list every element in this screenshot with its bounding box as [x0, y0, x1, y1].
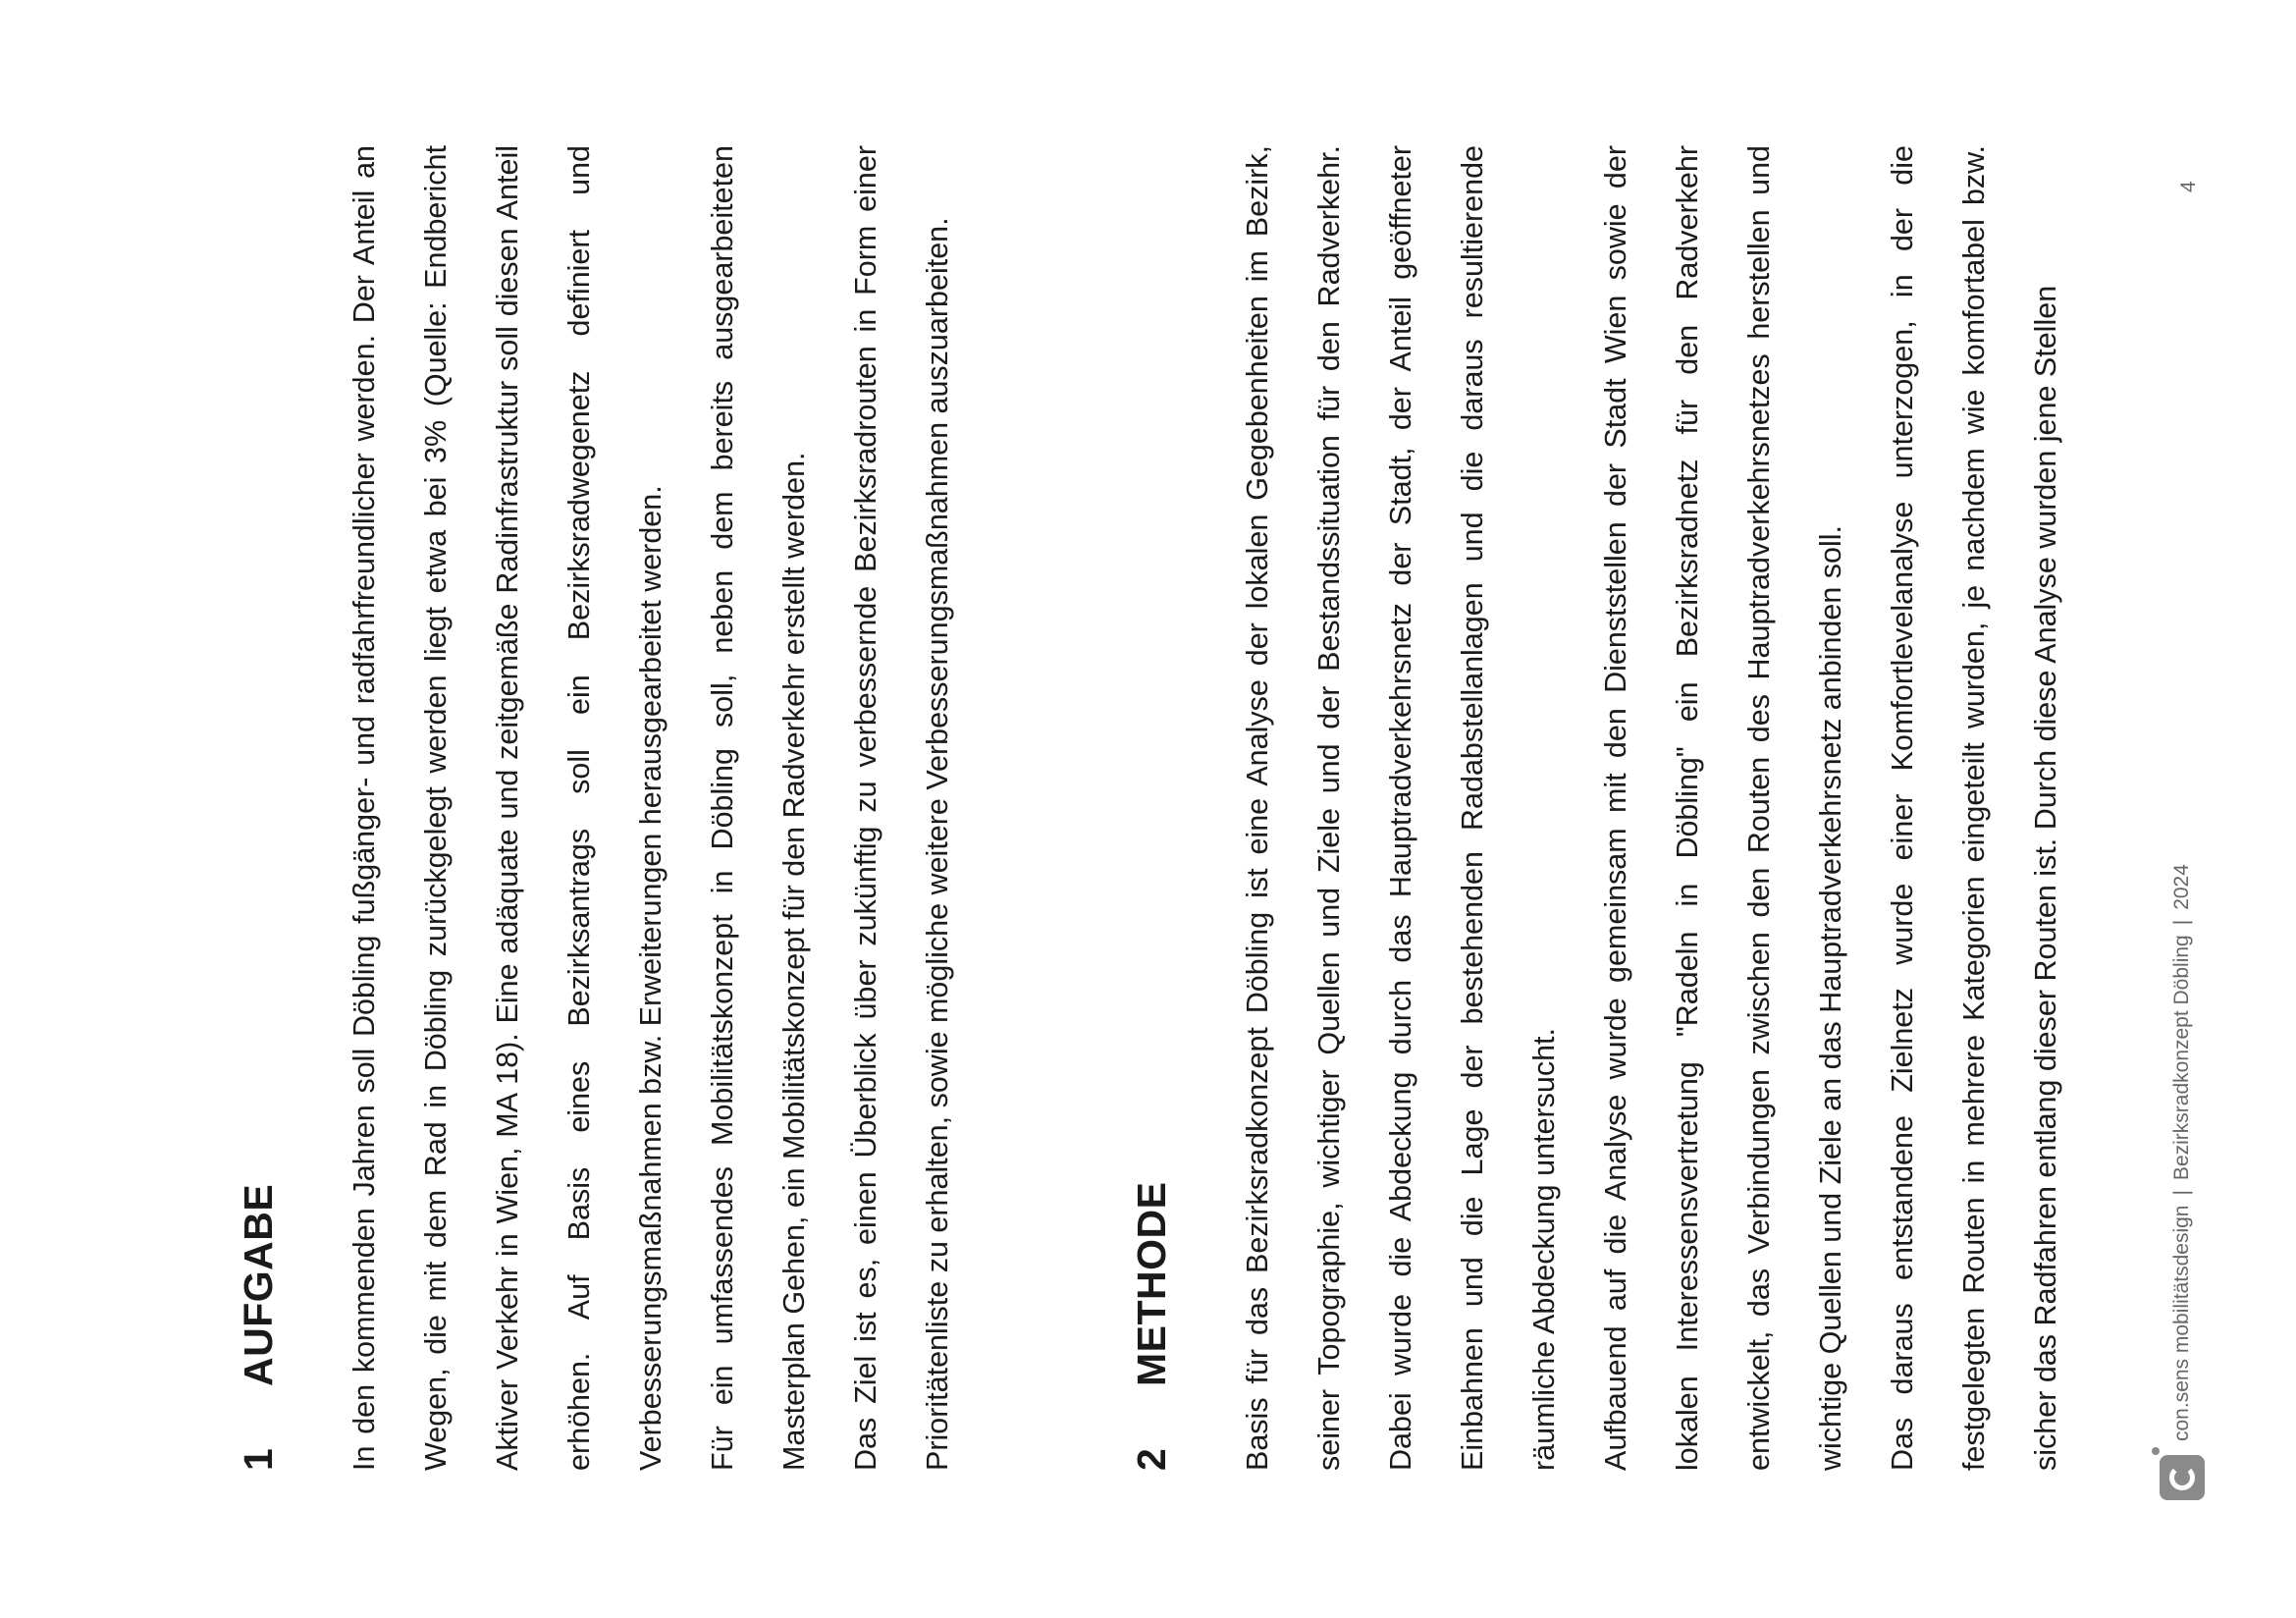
- section-title: METHODE: [1129, 1181, 1174, 1386]
- section-heading-aufgabe: [236, 1184, 282, 1471]
- section-title: AUFGABE: [236, 1183, 281, 1386]
- paragraph: Das Ziel ist es, einen Überblick über zukünftig zu verbessernde Bezirksradrouten in Form einer Prioritätenliste zu erhalten, sowie mögliche weitere Verbesserungsmaßnahmen auszuarbeiten.: [849, 145, 954, 1471]
- section-number: 2: [1129, 1447, 1174, 1471]
- footer-project: Bezirksradkonzept Döbling: [2170, 935, 2193, 1181]
- page-number: 4: [2177, 181, 2200, 192]
- footer-company: con.sens mobilitätsdesign: [2170, 1205, 2193, 1441]
- section-heading-methode: [1129, 1182, 1175, 1472]
- paragraph: Für ein umfassendes Mobilitätskonzept in Döbling soll, neben dem bereits ausgearbeiteten Masterplan Gehen, ein Mobilitätskonzept für den Radverkehr erstellt werden.: [706, 145, 811, 1471]
- footer-year: 2024: [2170, 864, 2193, 910]
- section-body-methode: [1222, 145, 2082, 1471]
- paragraph: Basis für das Bezirksradkonzept Döbling ist eine Analyse der lokalen Gegebenheiten im Bezirk, seiner Topographie, wichtiger Quellen und Ziele und der Bestandssituation für den Radverkehr. Dabei wurde die Abdeckung durch das Hauptradverkehrsnetz der Stadt, der Anteil geöffneter Einbahnen und die Lage der bestehenden Radabstellanlagen und die daraus resultierende räumliche Abdeckung untersucht.: [1241, 145, 1561, 1471]
- paragraph: In den kommenden Jahren soll Döbling fußgänger- und radfahrfreundlicher werden. Der Anteil an Wegen, die mit dem Rad in Döbling zurückgelegt werden liegt etwa bei 3% (Quelle: Endbericht Aktiver Verkehr in Wien, MA 18). Eine adäquate und zeitgemäße Radinfrastruktur soll diesen Anteil erhöhen. Auf Basis eines Bezirksantrags soll ein Bezirksradwegenetz definiert und Verbesserungsmaßnahmen bzw. Erweiterungen herausgearbeitet werden.: [347, 145, 667, 1471]
- section-number: 1: [236, 1447, 281, 1471]
- paragraph: Das daraus entstandene Zielnetz wurde einer Komfortlevelanalyse unterzogen, in der die festgelegten Routen in mehrere Kategorien eingeteilt wurden, je nachdem wie komfortabel bzw. sicher das Radfahren entlang dieser Routen ist. Durch diese Analyse wurden jene Stellen: [1886, 145, 2062, 1471]
- paragraph: Aufbauend auf die Analyse wurde gemeinsam mit den Dienststellen der Stadt Wien sowie der lokalen Interessensvertretung "Radeln in Döbling" ein Bezirksradnetz für den Radverkehr entwickelt, das Verbindungen zwischen den Routen des Hauptradverkehrsnetzes herstellen und wichtige Quellen und Ziele an das Hauptradverkehrsnetz anbinden soll.: [1599, 145, 1847, 1471]
- footer-separator: |: [2170, 1190, 2193, 1196]
- footer-separator: |: [2170, 919, 2193, 926]
- company-logo-icon: [2160, 1455, 2205, 1500]
- page-footer: [2160, 864, 2205, 1500]
- section-body-aufgabe: [329, 145, 974, 1471]
